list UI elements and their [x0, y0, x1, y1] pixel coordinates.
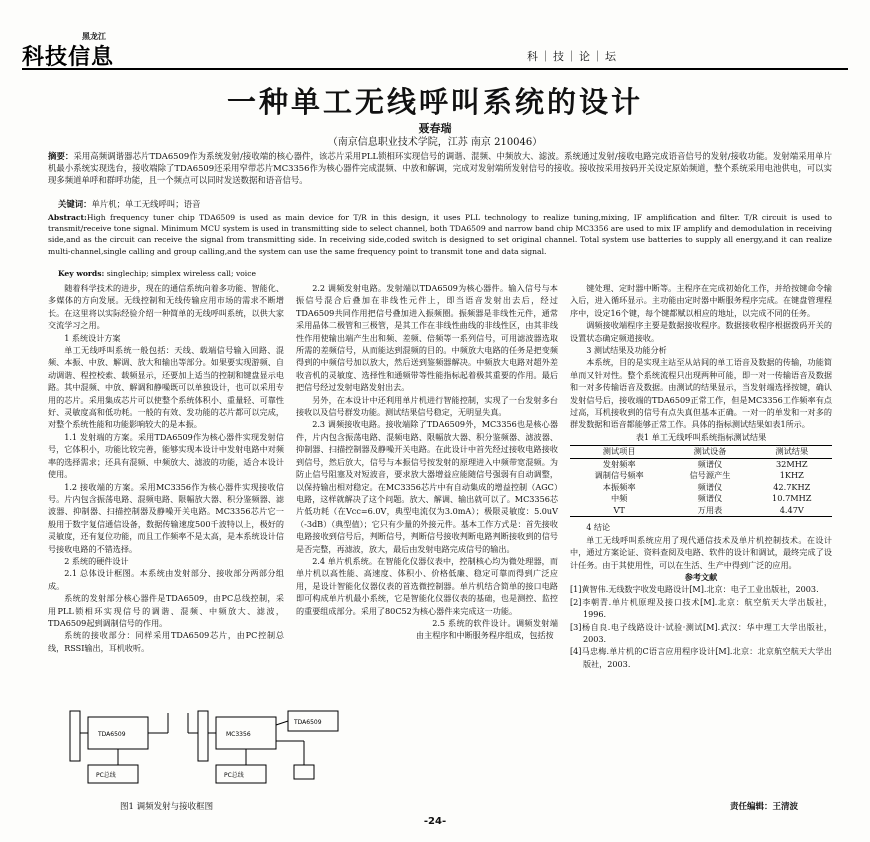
table-cell: 4.47V	[752, 505, 832, 517]
table-row	[570, 493, 832, 505]
article-title: 一种单工无线呼叫系统的设计	[226, 85, 643, 119]
paragraph: 2.4 单片机系统。在智能化仪器仪表中，控制核心均为微处理器，而单片机以高性能、高速度、体积小、价格低廉、稳定可靠而得到广泛应用，是设计智能化仪器仪表的首选微控制器。单片机结合简单的接口电路即可构成单片机最小系统，它是智能化仪器仪表的基础，也是测控、监控的重要组成部分。采用了80C52为核心器件来完成这一功能。	[296, 555, 558, 616]
table-cell: 频谱仪	[697, 493, 723, 504]
paragraph: 键处理、定时器中断等。主程序在完成初始化工作，并给按键命令输入后，进入循环显示。主功能由定时器中断服务程序完成。在键盘管理程序中，设定16个键，每个键都赋以相应的地址，以完成不同的任务。	[570, 283, 832, 318]
abstract-en-text: High frequency tuner chip TDA6509 is used as main device for T/R in this design, it uses PLL technology to realize tuning,mixing, IF amplification and filter. T/R circuit is used to transmit/receive tone signal. Minimum MCU system is used in transmitting side to select channel, both TDA6509 and narrow band chip MC3356 are used to mix IF amplify and demodulation in receiving side,and as the circuit can receive the signal from transmitting side. In receiving side,coded switch is designed to set original channel. Total system use batteries to supply all energy,and it can realize multi-channel,single calling and group calling,and the system can use the same frequency point to transmit tone and data signal.	[48, 213, 832, 256]
table-cell: 调制信号频率	[594, 470, 644, 481]
header-rule	[22, 68, 848, 70]
column-label: 科｜技｜论｜坛	[527, 50, 618, 63]
paragraph: 1.1 发射端的方案。采用TDA6509作为核心器件实现发射信号，它体积小，功能比较完善，能够实现本设计中发射电路中对频率的选择需求；还具有混频、中频放大、滤波的功能，适合本设计使用。	[48, 431, 284, 480]
table-cell: 频谱仪	[697, 458, 723, 469]
paragraph: 另外，在本设计中还利用单片机进行智能控制，实现了一台发射多台接收以及信号群发功能。测试结果信号稳定，无明显失真。	[296, 394, 558, 418]
table-header: 测试设备	[668, 446, 751, 459]
keywords-cn-label: 关键词：	[58, 199, 92, 209]
paragraph: 2.1 总体设计框图。本系统由发射部分、接收部分两部分组成。	[48, 568, 284, 591]
table-cell: 发射频率	[602, 458, 636, 469]
figure-caption: 图1 调频发射与接收框图	[120, 802, 214, 812]
keywords-cn-text: 单片机；单工无线呼叫；语音	[91, 199, 201, 209]
table-cell: 频谱仪	[697, 481, 723, 492]
paragraph: 1.2 接收端的方案。采用MC3356作为核心器件实现接收信号。片内包含振荡电路、混频电路、限幅放大器、积分鉴频器、滤波器、抑制器、扫描控制器及静噪开关电路。MC3356芯片它一般用于数字复信通信设备，数据传输速度500千波特以上，极好的灵敏度，还有复位功能，而且工作频率不是太高，是本系统设计信号接收电路的不错选择。	[48, 481, 284, 554]
table-header: 测试结果	[752, 446, 832, 459]
table-cell: 中频	[610, 493, 628, 504]
logo-subtitle: 黑龙江	[82, 32, 106, 41]
paragraph: 随着科学技术的进步，现在的通信系统向着多功能、智能化、多媒体的方向发展。无线控制和无线传输应用市场的需求不断增长。在这里将以实际经验介绍一种简单的无线呼叫系统，以供大家交流学习之用。	[48, 283, 284, 331]
diagram-block	[198, 711, 208, 761]
paragraph: 系统的接收部分：同样采用TDA6509芯片，由PC控制总线，RSSI输出，耳机收听。	[48, 630, 284, 653]
table-row	[570, 505, 832, 517]
block-label: MC3356	[226, 731, 251, 738]
table-cell: 1KHZ	[779, 470, 804, 481]
section-heading: 3 测试结果及功能分析	[586, 345, 667, 356]
column-2	[296, 282, 558, 642]
journal-header	[22, 28, 848, 68]
journal-logo: 科技信息	[22, 45, 115, 70]
section-heading: 4 结论	[586, 522, 611, 533]
section-heading: 1 系统设计方案	[64, 332, 121, 343]
responsible-editor: 责任编辑：王清波	[730, 802, 799, 812]
table-row	[570, 470, 832, 482]
table-cell: VT	[570, 505, 668, 517]
abstract-chinese	[48, 150, 832, 186]
reference-item: [4]马忠梅.单片机的C语言应用程序设计[M].北京：北京航空航天大学出版社，2003.	[570, 646, 832, 669]
reference-item: [2]李朝青.单片机原理及接口技术[M].北京：航空航天大学出版社，1996.	[570, 596, 832, 620]
references-heading: 参考文献	[684, 571, 718, 582]
page-number: -24-	[423, 816, 447, 827]
column-3	[570, 282, 832, 670]
paragraph: 2.3 调频接收电路。接收端除了TDA6509外，MC3356也是核心器件，片内包含振荡电路、混频电路、限幅放大器、积分鉴频器、滤波器、抑制器、扫描控制器及静噪开关电路。在此设计中首先经过接收电路接收到信号，然后放大，信号与本振信号按发射的原理进入中频带宽混频。为防止信号阻塞及对短波音，要求放大器增益应能随信号强弱有自动调整，以保持输出相对稳定。在MC3356芯片中有自动集成的增益控制（AGC）电路，这样就解决了这个问题。放大、解调、输出就可以了。MC3356芯片低功耗（在Vcc=6.0V，典型电流仅为3.0mA）；极限灵敏度：5.0uV（-3dB）（典型值）；它只有少量的外接元件。基本工作方式是：首先接收电路接收到信号后，判断信号，判断信号接收判断电路判断接收到的信号是否完整，再滤波，放大，最后由发射电路完成信号的输出。	[296, 419, 558, 554]
results-table	[570, 445, 832, 517]
reference-item: [3]杨自良.电子线路设计·试验·测试[M].武汉：华中理工大学出版社，2003.	[570, 621, 832, 644]
author-name: 聂春瑞	[418, 122, 452, 135]
paragraph: 单工无线呼叫系统应用了现代通信技术及单片机控制技术。在设计中，通过方案论证、资料查阅及电路、软件的设计和调试，最终完成了设计任务。由于其使用性，可以在生活、生产中得到广泛的应用。	[570, 534, 832, 570]
column-1	[48, 282, 284, 654]
table-cell: 万用表	[668, 505, 751, 517]
table-cell: 10.7MHZ	[772, 493, 812, 504]
table-cell: 信号源产生	[689, 470, 731, 481]
paragraph: 系统的发射部分核心器件是TDA6509，由PC总线控制，采用PLL锁相环实现信号的调谐、混频、中频放大、滤波，TDA6509起到调制信号的作用。	[48, 593, 284, 628]
block-label: PC总线	[96, 772, 116, 779]
table-cell: 32MHZ	[775, 458, 808, 469]
abstract-english	[48, 212, 832, 257]
keywords-chinese	[58, 198, 832, 210]
abstract-cn-text: 采用高频调谐器芯片TDA6509作为系统发射/接收端的核心器件，该芯片采用PLL锁相环实现信号的调谐、混频、中频放大、滤波。系统通过发射/接收电路完成语音信号的发射/接收功能。发射端采用单片机最小系统实现选台，接收端除了TDA6509还采用窄带芯片MC3356作为核心器件完成混频、中放和解调，完成对发射端所发射信号的接收。接收按采用按码开关设定原始频道，整个系统采用电池供电，可以实现多频道单呼和群呼功能，且一个频点可以同时发送数据和语音信号。	[48, 151, 832, 185]
paragraph: 2.5 系统的软件设计。调频发射端由主程序和中断服务程序组成，包括按	[416, 617, 558, 641]
paragraph: 单工无线呼叫系统一般包括：天线、载端信号输入回路、混频、本振、中放、解调、放大和输出等部分。如果要实现游频、自动调谐、程控校索、载频显示，还要加上适当的控制和键盘显示电路。其中混频、中放、解调和静噪既可以单独设计，也可以采用专用的芯片。采用集成芯片可以使整个系统体积小、重量轻、可靠性好、灵敏度高和低功耗。一般的有效、发功能的芯片都可以完成，对整个系统性能和功能影响较大的是本振。	[48, 345, 284, 430]
paragraph: 本系统，目的是实现主站至从站间的单工语音及数据的传输，功能简单而又针对性。整个系统流程只出现两种可能，即一对一传输语音及数据和一对多传输语音及数据。由测试的结果显示，当发射端选择按键，确认发射信号后，接收端的TDA6509正常工作，但是MC3356工作频率有点过高，耳机接收到的信号有点失真但基本正确。一对一的单发和一对多的群发数据和语音都能够正常工作。具体的指标测试结果如表1所示。	[570, 357, 832, 430]
abstract-cn-label: 摘要：	[48, 151, 74, 161]
paragraph: 调频接收端程序主要是数据接收程序。数据接收程序根据拨码开关的设置状态确定频道接收。	[570, 320, 832, 343]
keywords-en-label: Key words:	[58, 269, 105, 278]
block-diagram	[48, 705, 348, 797]
keywords-en-text: singlechip; simplex wireless call; voice	[106, 269, 256, 278]
block-label: TDA6509	[294, 719, 322, 726]
block-label: TDA6509	[98, 731, 126, 738]
table-caption: 表1 单工无线呼叫系统指标测试结果	[635, 431, 767, 442]
section-heading: 2 系统的硬件设计	[64, 555, 129, 566]
table-cell: 本振频率	[602, 481, 636, 492]
author-affiliation: （南京信息职业技术学院，江苏 南京 210046）	[327, 137, 543, 148]
table-cell: 42.7KHZ	[773, 481, 811, 492]
diagram-block	[70, 711, 80, 761]
keywords-english	[58, 268, 832, 279]
reference-item: [1]黄智伟.无线数字收发电路设计[M].北京：电子工业出版社，2003.	[570, 584, 819, 595]
table-row	[570, 482, 832, 494]
table-header-row	[570, 446, 832, 459]
paragraph: 2.2 调频发射电路。发射端以TDA6509为核心器件。输入信号与本振信号混合后叠加在非线性元件上，即当语音发射出去后，经过TDA6509共同作用把信号叠加进入振频圈。振频器是非线性元件，通常采用晶体二极管和三极管，是其工作在非线性曲线的非线性区，由其非线性作用使输出端产生出和频、差频、倍频等一系列信号，可用滤波器选取所需的差频信号，从而能达到混频的目的。中频放大电路的任务是把变频得到的中频信号加以放大，然后送到鉴频器解决。中频放大电路对超外差收音机的灵敏度、选择性和通频带等性能指标起着极其重要的作用。最后把信号经过发射电路发射出去。	[296, 283, 558, 393]
block-label: PC总线	[224, 772, 244, 779]
table-row	[570, 458, 832, 470]
abstract-en-label: Abstract:	[48, 213, 87, 222]
table-header: 测试项目	[570, 446, 668, 459]
